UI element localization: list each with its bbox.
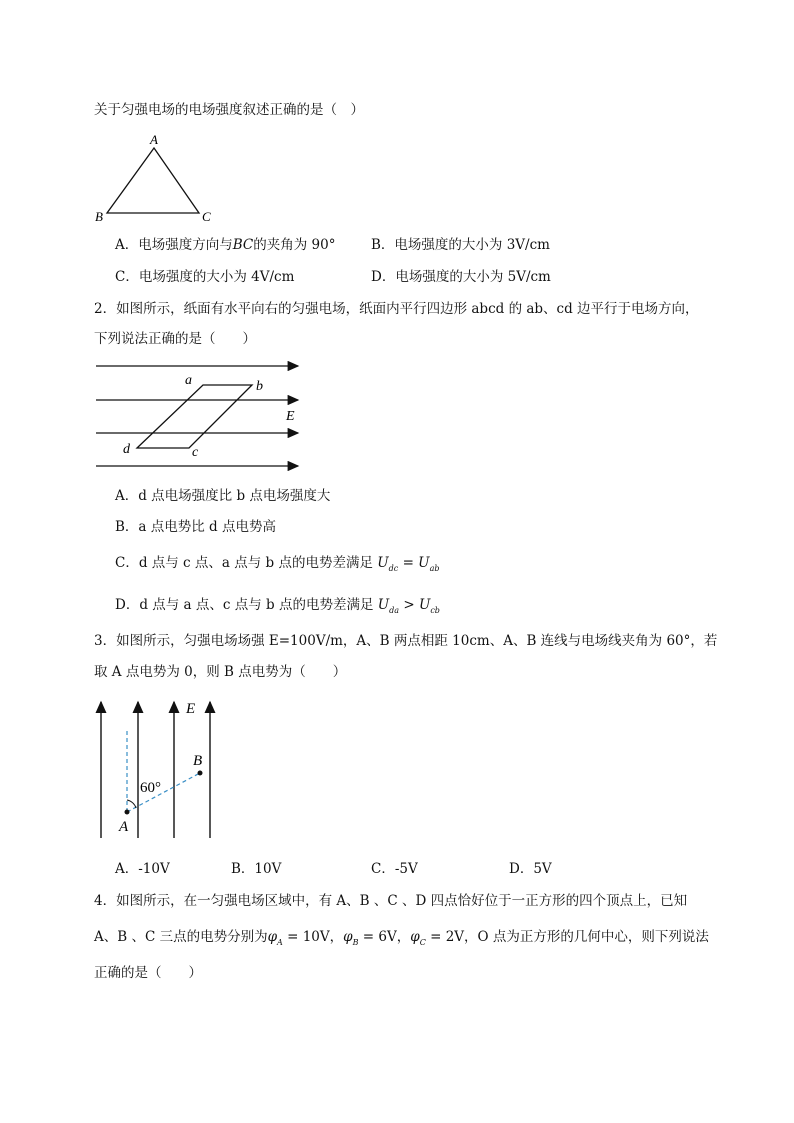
q4-stem-line2-text: A、B 、C 三点的电势分别为 [94,929,268,945]
q1-option-a-text: A．电场强度方向与 [115,237,233,253]
q2-option-c-u1: U [377,555,389,571]
q2-option-d[interactable] [115,596,440,620]
q2-stem-line2: 下列说法正确的是（ ） [94,331,256,347]
label-b: b [256,379,263,394]
q3-field-figure [90,695,230,845]
label-b: B [193,753,203,769]
label-a: a [185,373,192,388]
q1-option-c[interactable]: C．电场强度的大小为 4V/cm [115,269,295,285]
label-a: A [150,132,158,147]
label-angle: 60° [140,780,161,796]
angle-arc [127,800,136,808]
q2-option-a[interactable]: A．d 点电场强度比 b 点电场强度大 [115,488,331,504]
q3-stem-line1: 3．如图所示，匀强电场场强 E=100V/m，A、B 两点相距 10cm、A、B 连线与电场线夹角为 60°，若 [94,633,718,649]
q4-phi-c-sub: C [419,938,426,947]
q4-phi-a: φ [267,929,278,945]
q2-option-c-text: C．d 点与 c 点、a 点与 b 点的电势差满足 [115,555,373,571]
q3-option-c[interactable]: C．-5V [371,861,418,877]
q2-option-c-sub2: ab [429,564,440,573]
q1-option-b[interactable]: B．电场强度的大小为 3V/cm [371,237,550,253]
q1-option-a[interactable] [115,236,336,254]
q2-option-c[interactable] [115,554,439,578]
q3-stem-line2: 取 A 点电势为 0，则 B 点电势为（ ） [94,664,347,680]
q2-parallelogram-figure [90,352,310,477]
q2-option-b[interactable]: B．a 点电势比 d 点电势高 [115,519,276,535]
label-c: c [192,445,199,460]
q4-stem-line3: 正确的是（ ） [94,965,202,981]
point-a [125,810,130,815]
q4-phi-a-sub: A [277,938,283,947]
q1-stem: 关于匀强电场的电场强度叙述正确的是（ ） [94,102,364,118]
q2-option-c-sub1: dc [388,564,399,573]
q4-stem-line1: 4．如图所示，在一匀强电场区域中，有 A、B 、C 、D 四点恰好位于一正方形的四个顶点上，已知 [94,893,688,909]
q1-option-a-text2: 的夹角为 90° [253,237,336,253]
q1-triangle-figure [88,130,228,225]
q4-phi-b: φ [343,929,353,945]
q1-option-d[interactable]: D．电场强度的大小为 5V/cm [371,269,551,285]
q4-phi-c-value: = 2V， [425,929,478,945]
q4-phi-c: φ [410,929,420,945]
q4-phi-b-sub: B [352,938,359,947]
label-e: E [286,409,295,424]
parallelogram-abcd [137,385,252,448]
q2-option-d-sub2: cb [430,606,440,615]
q4-stem-line2 [94,928,709,952]
q3-option-a[interactable]: A．-10V [115,861,170,877]
q1-option-a-var: BC [232,237,254,253]
q2-option-d-u2: > U [399,597,431,613]
q2-option-d-text: D．d 点与 a 点、c 点与 b 点的电势差满足 [115,597,374,613]
q2-option-d-sub1: da [389,606,400,615]
label-c: C [202,209,211,224]
q3-option-d[interactable]: D．5V [509,861,552,877]
point-b [198,771,203,776]
q2-option-d-u1: U [377,597,390,613]
label-a: A [119,819,129,835]
q3-option-b[interactable]: B．10V [231,861,282,877]
q4-stem-line2-post: O 点为正方形的几何中心，则下列说法 [477,929,709,945]
triangle-abc [107,148,199,213]
q2-option-c-u2: = U [398,555,430,571]
label-b: B [95,209,103,224]
q4-phi-a-value: = 10V， [282,929,344,945]
label-d: d [123,442,130,457]
label-e: E [186,701,196,717]
q2-stem-line1: 2．如图所示，纸面有水平向右的匀强电场，纸面内平行四边形 abcd 的 ab、cd 边平行于电场方向， [94,301,699,317]
q4-phi-b-value: = 6V， [358,929,411,945]
